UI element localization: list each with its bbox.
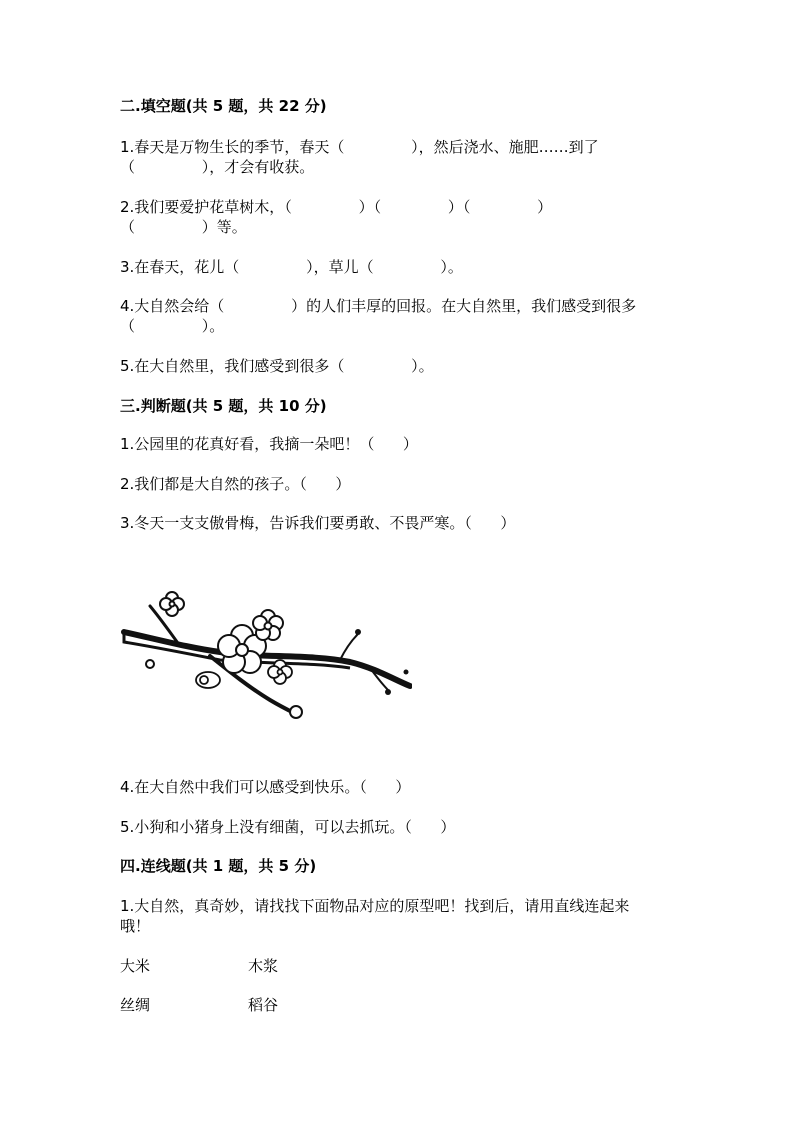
section3-heading: 三.判断题(共 5 题，共 10 分): [120, 397, 327, 415]
s3-q2: 2.我们都是大自然的孩子。（ ）: [120, 475, 351, 493]
match-right-item: 稻谷: [248, 996, 279, 1014]
s2-q1-line2: （ ），才会有收获。: [120, 158, 315, 176]
s3-q1: 1.公园里的花真好看，我摘一朵吧！（ ）: [120, 435, 418, 453]
s3-q3: 3.冬天一支支傲骨梅，告诉我们要勇敢、不畏严寒。（ ）: [120, 514, 516, 532]
match-left-item: 大米: [120, 957, 151, 975]
s2-q5-line1: 5.在大自然里，我们感受到很多（ ）。: [120, 357, 434, 375]
s2-q3-line1: 3.在春天，花儿（ ），草儿（ ）。: [120, 258, 463, 276]
s4-q1-line1: 1.大自然，真奇妙，请找找下面物品对应的原型吧！找到后，请用直线连起来: [120, 897, 630, 915]
section4-heading: 四.连线题(共 1 题，共 5 分): [120, 857, 317, 875]
match-left-item: 丝绸: [120, 996, 151, 1014]
s2-q2-line2: （ ）等。: [120, 218, 247, 236]
s4-q1-line2: 哦！: [120, 917, 151, 935]
plum-blossom-branch-image: [120, 588, 412, 736]
s2-q1-line1: 1.春天是万物生长的季节，春天（ ），然后浇水、施肥……到了: [120, 138, 599, 156]
s2-q2-line1: 2.我们要爱护花草树木，（ ）（ ）（ ）: [120, 198, 553, 216]
s3-q4: 4.在大自然中我们可以感受到快乐。（ ）: [120, 778, 411, 796]
s2-q4-line2: （ ）。: [120, 317, 225, 335]
s3-q5: 5.小狗和小猪身上没有细菌，可以去抓玩。（ ）: [120, 818, 456, 836]
s2-q4-line1: 4.大自然会给（ ）的人们丰厚的回报。在大自然里，我们感受到很多: [120, 297, 637, 315]
match-right-item: 木浆: [248, 957, 279, 975]
section2-heading: 二.填空题(共 5 题，共 22 分): [120, 97, 327, 115]
